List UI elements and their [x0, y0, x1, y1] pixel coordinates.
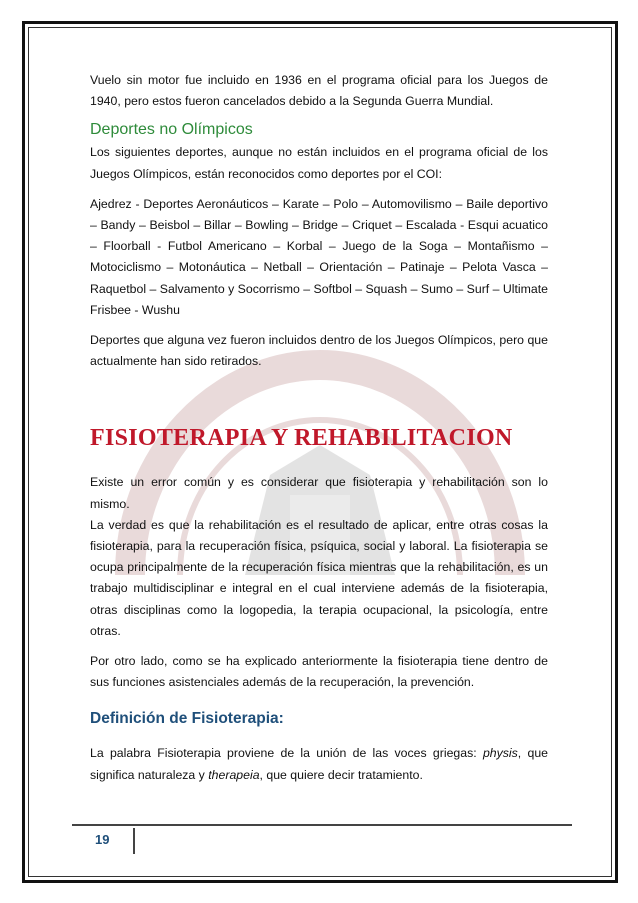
- paragraph-prevencion: Por otro lado, como se ha explicado anteriormente la fisioterapia tiene dentro de sus funciones asistenciales además de la recuperación, la prevención.: [90, 654, 548, 690]
- page-number: 19: [95, 828, 135, 854]
- etimologia-text-3: , que quiere decir tratamiento.: [259, 767, 423, 782]
- paragraph-deportes-retirados: Deportes que alguna vez fueron incluidos dentro de los Juegos Olímpicos, pero que actualmente han sido retirados.: [90, 333, 548, 369]
- term-physis: physis: [482, 746, 518, 761]
- paragraph-vuelo-sin-motor: Vuelo sin motor fue incluido en 1936 en el programa oficial para los Juegos de 1940, pero estos fueron cancelados debido a la Segunda Guerra Mundial.: [90, 73, 548, 109]
- term-therapeia: therapeia: [208, 767, 260, 782]
- paragraph-error-comun: Existe un error común y es considerar que fisioterapia y rehabilitación son lo mismo.: [90, 475, 548, 511]
- etimologia-text-2: , que significa naturaleza y: [90, 746, 548, 782]
- paragraph-etimologia: [90, 743, 548, 785]
- paragraph-verdad-rehabilitacion: La verdad es que la rehabilitación es el resultado de aplicar, entre otras cosas la fisioterapia, para la recuperación física, psíquica, social y laboral. La fisioterapia se ocupa principalmente de la recuperación física mientras que la rehabilitación, es un trabajo multidisciplinar e integral en el cual interviene además de la fisioterapia, otras disciplinas como la logopedia, la terapia ocupacional, la psicología, entre otras.: [90, 517, 548, 638]
- footer-rule: [72, 824, 572, 826]
- heading-fisioterapia-rehabilitacion: FISIOTERAPIA Y REHABILITACION: [90, 425, 513, 452]
- etimologia-text-1: La palabra Fisioterapia proviene de la unión de las voces griegas:: [90, 746, 483, 761]
- heading-definicion-fisioterapia: Definición de Fisioterapia:: [90, 710, 284, 728]
- paragraph-deportes-reconocidos: Los siguientes deportes, aunque no están incluidos en el programa oficial de los Juegos Olímpicos, están reconocidos como deportes por el COI:: [90, 145, 548, 181]
- heading-deportes-no-olimpicos: Deportes no Olímpicos: [90, 121, 253, 139]
- page-content: [90, 70, 548, 786]
- paragraph-lista-deportes: Ajedrez - Deportes Aeronáuticos – Karate – Polo – Automovilismo – Baile deportivo – Bandy – Beisbol – Billar – Bowling – Bridge – Criquet – Escalada - Esqui acuatico – Floorball - Futbol Americano – Korbal – Juego de la Soga – Montañismo – Motociclismo – Motonáutica – Netball – Orientación – Patinaje – Pelota Vasca – Raquetbol – Salvamento y Socorrismo – Softbol – Squash – Sumo – Surf – Ultimate Frisbee - Wushu: [90, 196, 548, 317]
